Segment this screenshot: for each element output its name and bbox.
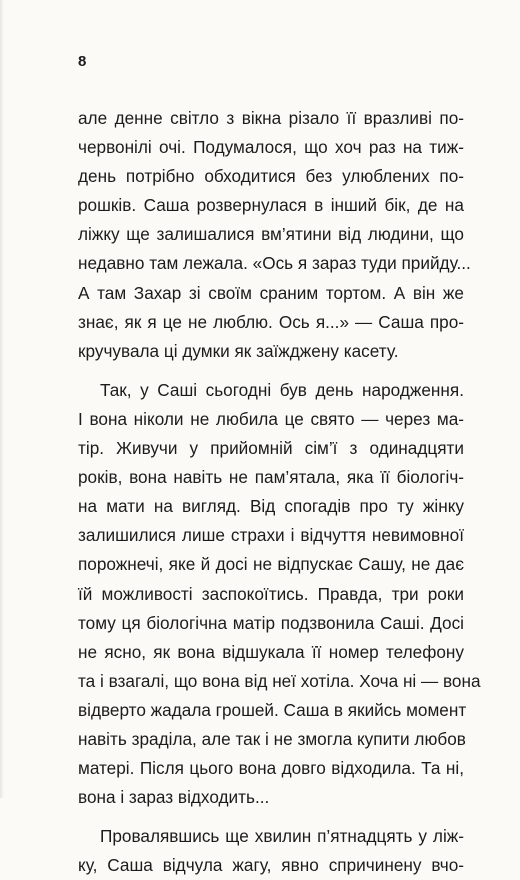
text-line: І вона ніколи не любила це свято — через ма- xyxy=(78,408,464,429)
paragraph-1 xyxy=(78,104,471,366)
text-line: але денне світло з вікна різало її вразливі по- xyxy=(78,108,464,128)
text-line: знає, як я це не люблю. Ось я...» — Саша про- xyxy=(78,311,464,332)
text-line: червонілі очі. Подумалося, що хоч раз на тиж- xyxy=(78,137,464,158)
text-line: день потрібно обходитися без улюблених по- xyxy=(78,166,464,187)
paragraph-2 xyxy=(78,376,481,812)
text-line: Так, у Саші сьогодні був день народження. xyxy=(100,379,464,400)
body-text xyxy=(78,104,481,880)
text-line: ку, Саша відчула жагу, явно спричинену вчо- xyxy=(78,855,464,876)
text-line: вона і зараз відходить... xyxy=(78,787,270,808)
text-line: відверто жадала грошей. Саша в якийсь момент xyxy=(78,699,467,720)
page-number: 8 xyxy=(78,53,87,70)
text-line: рошків. Саша розвернулася в інший бік, де на xyxy=(78,195,464,216)
text-line: тір. Живучи у прийомній сім’ї з одинадцяти xyxy=(78,438,464,459)
text-line: їй можливості заспокоїтись. Правда, три роки xyxy=(78,583,464,604)
text-line: не ясно, як вона відшукала її номер телефону xyxy=(78,641,464,662)
text-line: А там Захар зі своїм сраним тортом. А він же xyxy=(78,282,464,303)
text-line: порожнечі, яке й досі не відпускає Сашу, не дає xyxy=(78,554,464,575)
text-line: матері. Після цього вона довго відходила. Та ні, xyxy=(78,758,464,779)
text-line: Провалявшись ще хвилин п’ятнадцять у ліж- xyxy=(100,826,464,847)
text-line: та і взагалі, що вона від неї хотіла. Хоча ні — вона xyxy=(78,670,481,691)
text-line: років, вона навіть не пам’ятала, яка її біологіч- xyxy=(78,467,464,488)
text-line: залишилися лише страхи і відчуття невимовної xyxy=(78,525,464,546)
text-line: на мати на вигляд. Від спогадів про ту жінку xyxy=(78,496,464,517)
paragraph-3 xyxy=(78,822,464,880)
text-line: недавно там лежала. «Ось я зараз туди прийду... xyxy=(78,253,471,274)
text-line: навіть зраділа, але так і не змогла купити любов xyxy=(78,728,466,749)
text-line: кручувала ці думки як заїжджену касету. xyxy=(78,340,399,361)
text-line: ліжку ще залишалися вм’ятини від людини, що xyxy=(78,224,464,245)
text-line: тому ця біологічна матір подзвонила Саші. Досі xyxy=(78,612,464,633)
page-edge-shadow xyxy=(0,0,4,798)
